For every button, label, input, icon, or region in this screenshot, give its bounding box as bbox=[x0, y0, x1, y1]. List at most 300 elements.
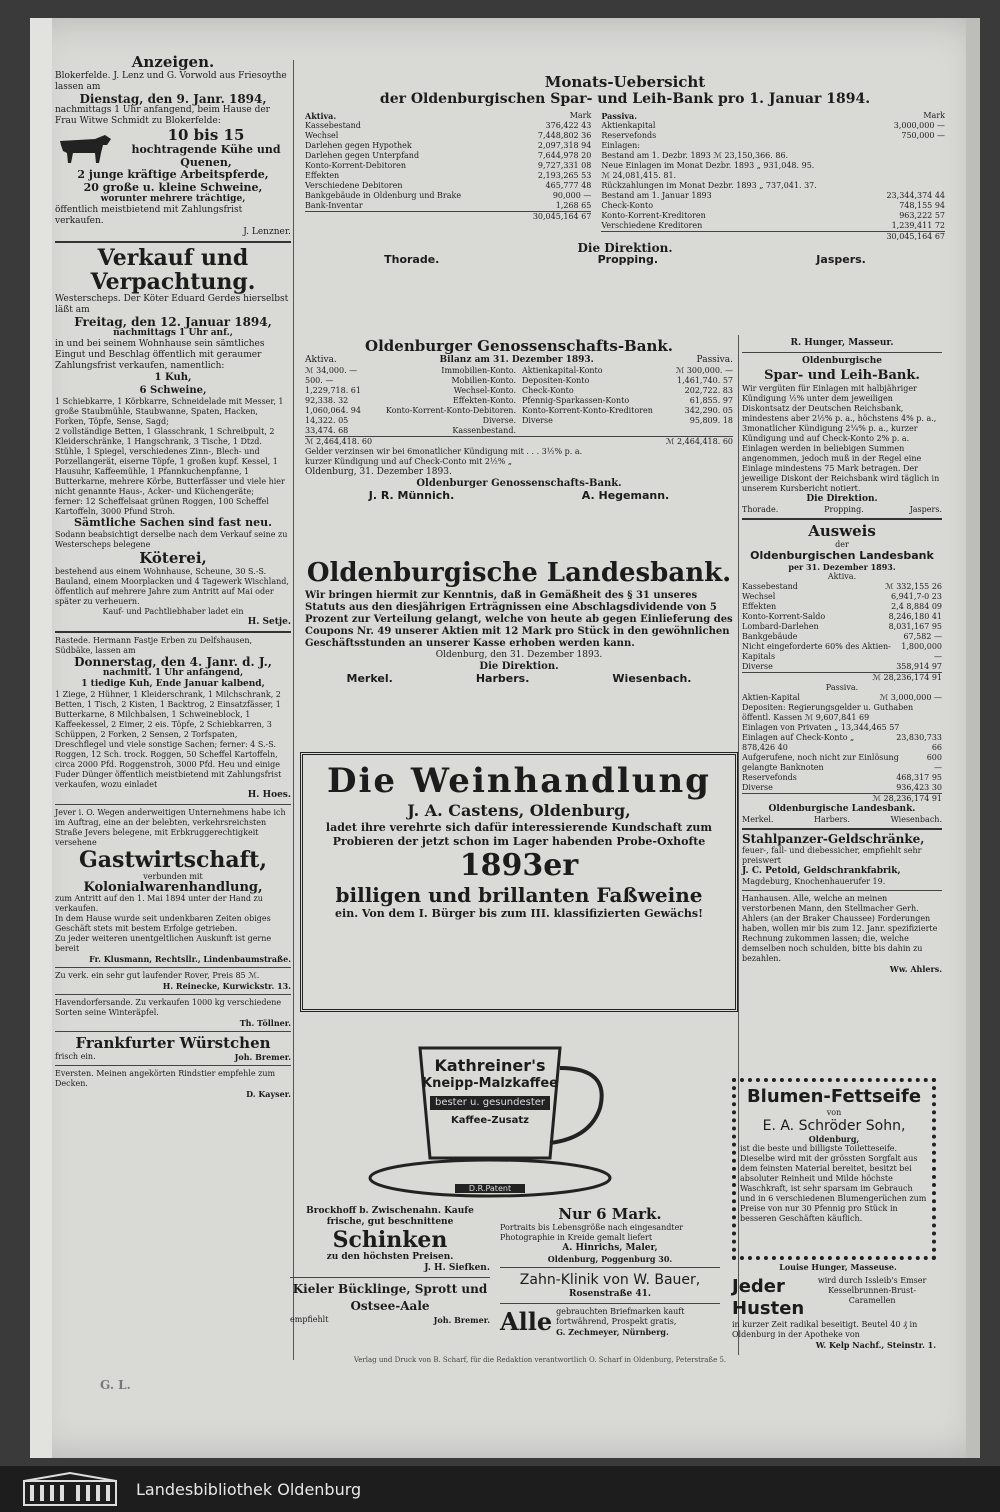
divider bbox=[55, 1065, 291, 1066]
library-name[interactable]: Landesbibliothek Oldenburg bbox=[136, 1479, 362, 1499]
divider bbox=[55, 994, 291, 995]
zahnklinik-title: Zahn-Klinik von W. Bauer, bbox=[519, 1272, 701, 1288]
ad-text: frisch ein. bbox=[55, 1052, 96, 1062]
kathreiner-line5: D.R.Patent bbox=[455, 1184, 525, 1193]
statement-row bbox=[601, 151, 945, 161]
ad-signature: Joh. Bremer. bbox=[234, 1052, 291, 1063]
row-label: Konto-Korrent-Konto-Debitoren. bbox=[385, 406, 516, 415]
ad-text: nachmittags 1 Uhr anf., bbox=[113, 328, 233, 339]
mark-label: Mark bbox=[569, 111, 592, 120]
ad-koterei: Köterei, bbox=[139, 548, 207, 567]
divider bbox=[500, 1303, 720, 1304]
row-label: Bestand am 1. Januar 1893 bbox=[601, 191, 712, 200]
row-value: 23,830,733 66 bbox=[896, 733, 942, 753]
row-value: 748,155 94 bbox=[899, 201, 945, 210]
row-value: ℳ 332,155 26 bbox=[885, 582, 942, 592]
signer: Jaspers. bbox=[909, 505, 942, 514]
kieler-sign: Joh. Bremer. bbox=[433, 1315, 490, 1325]
statement-row bbox=[742, 703, 942, 723]
ad-text: Sodann beabsichtigt derselbe nach dem Verkauf seine zu Westerscheps belegene bbox=[55, 529, 288, 549]
statement-row bbox=[742, 642, 942, 662]
left-column bbox=[55, 54, 291, 1099]
signer: Wiesenbach. bbox=[890, 815, 942, 825]
statement-row bbox=[305, 426, 516, 436]
statement-row bbox=[742, 632, 942, 642]
row-value: 9,727,331 08 bbox=[537, 161, 592, 170]
sparbank-title: Monats-Uebersicht bbox=[544, 73, 706, 91]
statement-row bbox=[601, 131, 945, 141]
passiva-total: ℳ 28,236,174 91 bbox=[872, 794, 942, 804]
statement-row bbox=[305, 376, 516, 386]
ausweis-footer: Oldenburgische Landesbank. bbox=[768, 804, 916, 815]
statement-row bbox=[742, 592, 942, 602]
fettseife-ad bbox=[732, 1078, 936, 1260]
landesbank-date: Oldenburg, den 31. Dezember 1893. bbox=[435, 650, 603, 660]
ad-date: Freitag, den 12. Januar 1894, bbox=[74, 315, 272, 330]
ad-signature: Fr. Klusmann, Rechtsllr., Lindenbaumstraße. bbox=[89, 954, 291, 965]
row-label: Effekten-Konto. bbox=[452, 396, 516, 405]
ad-signature: H. Setje. bbox=[247, 616, 291, 627]
aktiva-label: Aktiva. bbox=[827, 572, 857, 582]
fettseife-firm: E. A. Schröder Sohn, bbox=[762, 1118, 906, 1134]
signer: Wiesenbach. bbox=[612, 672, 692, 686]
row-label: Verschiedene Debitoren bbox=[305, 181, 403, 190]
ad-text: nachmitt. 1 Uhr anfangend, bbox=[102, 668, 244, 679]
divider bbox=[55, 631, 291, 633]
passiva-total: 30,045,164 67 bbox=[886, 232, 945, 241]
statement-row bbox=[305, 416, 516, 426]
portraits-text: Portraits bis Lebensgröße nach eingesandter Photographie in Kreide gemalt liefert bbox=[500, 1223, 684, 1242]
row-label: Konto-Korrent-Konto-Kreditoren bbox=[522, 406, 653, 415]
row-label: Wechsel bbox=[742, 592, 776, 602]
sparbank-signers bbox=[305, 254, 945, 266]
husten-text2: in kurzer Zeit radikal beseitigt. Beutel 40 ₰ in Oldenburg in der Apotheke von bbox=[732, 1320, 918, 1339]
ad-date: Donnerstag, den 4. Janr. d. J., bbox=[74, 654, 272, 669]
aktiva-total: ℳ 2,464,418. 60 bbox=[305, 437, 373, 446]
genossenschaft-bilanz bbox=[305, 338, 733, 503]
fettseife-from: von bbox=[826, 1108, 842, 1117]
ad-signature: J. Lenzner. bbox=[243, 227, 291, 238]
row-label: Depositen: Regierungsgelder u. Guthaben öffentl. Kassen ℳ 9,607,841 69 bbox=[742, 703, 914, 723]
stahlpanzer-addr: Magdeburg, Knochenhauerufer 19. bbox=[742, 876, 886, 886]
row-label: Wechsel bbox=[305, 131, 339, 140]
divider bbox=[742, 518, 942, 520]
passiva-label: Passiva. bbox=[825, 683, 859, 693]
passiva-total: ℳ 2,464,418. 60 bbox=[665, 437, 733, 446]
ad-text: Kauf- und Pachtliebhaber ladet ein bbox=[102, 606, 244, 616]
statement-row bbox=[305, 161, 591, 171]
row-value: 33,474. 68 bbox=[305, 426, 349, 435]
row-value: 1,268 65 bbox=[555, 201, 592, 210]
ad-cattle-desc: hochtragende Kühe und Quenen, bbox=[131, 143, 281, 169]
statement-row bbox=[305, 141, 591, 151]
ad-text: 1 Ziege, 2 Hühner, 1 Kleiderschrank, 1 Milchschrank, 2 Betten, 1 Tisch, 2 Kisten, 1 Backtrog, 2 Einsatzfässer, 1 Butterkarne, 8 Milchbalsen, 1 Schweineblock, 1 Kaffeekessel, 2 Eimer, 2 eis. Töpfe, 2 Schiebkarren, 3 Schüppen, 2 Forken, 2 Sensen, 2 Torfspaten, Dreschflegel und viele sonstige Sachen; ferner: 4 S.-S. Roggen, 12 Sch. trock. Roggen, 50 Scheffel Kartoffeln, circa 2000 Pfd. Roggenstroh, 3000 Pfd. Heu und einige Fuder Dünger öffentlich meistbietend mit Zahlungsfrist verkaufen, wozu einladet bbox=[55, 690, 282, 790]
row-label: Aktien-Kapital bbox=[742, 693, 800, 703]
row-label: Neue Einlagen im Monat Dezbr. 1893 „ 931,048. 95. bbox=[601, 161, 815, 170]
stahlpanzer-firm: J. C. Petold, Geldschrankfabrik, bbox=[742, 865, 901, 876]
statement-row bbox=[742, 733, 942, 753]
statement-row bbox=[522, 406, 733, 416]
spar-direction: Die Direktion. bbox=[806, 494, 878, 504]
signer: Merkel. bbox=[346, 672, 393, 686]
ad-text: Westerscheps. Der Köter Eduard Gerdes hierselbst läßt am bbox=[55, 294, 289, 316]
alle-big: Alle bbox=[500, 1306, 553, 1336]
brockhoff-title: Schinken bbox=[332, 1227, 448, 1253]
row-value: ℳ 3,000,000 — bbox=[879, 693, 942, 703]
row-value: 2,4 8,884 09 bbox=[891, 602, 942, 612]
ad-gastwirtschaft: Gastwirtschaft, bbox=[79, 847, 267, 874]
row-label: Konto-Korrent-Kreditoren bbox=[601, 211, 706, 220]
statement-row bbox=[522, 376, 733, 386]
row-label: Aktienkapital bbox=[601, 121, 656, 130]
fettseife-title: Blumen-Fettseife bbox=[746, 1086, 922, 1107]
row-value: 23,344,374 44 bbox=[886, 191, 945, 200]
statement-row bbox=[305, 201, 591, 211]
ad-text: Blokerfelde. J. Lenz und G. Vorwold aus Friesoythe lassen am bbox=[55, 71, 287, 92]
row-label: Lombard-Darlehen bbox=[742, 622, 819, 632]
row-value: 342,290. 05 bbox=[684, 406, 733, 415]
row-label: Reservefonds bbox=[601, 131, 657, 140]
row-value: 90,000 — bbox=[552, 191, 592, 200]
statement-row bbox=[742, 622, 942, 632]
library-building-icon bbox=[20, 1471, 120, 1507]
sparbank-statement bbox=[305, 74, 945, 267]
statement-row bbox=[601, 221, 945, 231]
statement-row bbox=[742, 602, 942, 612]
wine-title: Die Weinhandlung bbox=[327, 761, 711, 801]
row-value: 1,060,064. 94 bbox=[305, 406, 361, 415]
row-value: 1,229,718. 61 bbox=[305, 386, 361, 395]
portraits-ad bbox=[500, 1206, 720, 1337]
row-label: Diverse bbox=[522, 416, 553, 425]
row-value: 1,239,411 72 bbox=[891, 221, 945, 230]
statement-row bbox=[522, 416, 733, 426]
portraits-title: Nur 6 Mark. bbox=[558, 1205, 662, 1223]
divider bbox=[742, 890, 942, 891]
ad-pigs: 20 große u. kleine Schweine, bbox=[83, 180, 263, 194]
statement-row bbox=[742, 582, 942, 592]
kathreiner-line3: bester u. gesundester bbox=[430, 1096, 550, 1110]
ad-text: Havendorfersande. Zu verkaufen 1000 kg verschiedene Sorten seine Winteräpfel. bbox=[55, 998, 282, 1018]
ad-text: nachmittags 1 Uhr anfangend, beim Hause der Frau Witwe Schmidt zu Blokerfelde: bbox=[55, 105, 270, 127]
husten-text: wird durch Issleib's Emser Kesselbrunnen-Brust-Caramellen bbox=[817, 1276, 927, 1305]
spar-title: Spar- und Leih-Bank. bbox=[764, 368, 920, 383]
hanhausen-sign: Ww. Ahlers. bbox=[889, 963, 942, 974]
row-label: Einlagen auf Check-Konto „ 878,426 40 bbox=[742, 733, 855, 753]
statement-row bbox=[305, 181, 591, 191]
row-label: Bankgebäude bbox=[742, 632, 798, 642]
ad-text: 2 vollständige Betten, 1 Glasschrank, 1 Schreibpult, 2 Kleiderschränke, 1 Hangschrank, 3 Tische, 1 Dtzd. Stühle, 1 Spiegel, verschiedenes Zinn-, Blech- und Porzellangerät, eiserne Töpfe, 1 großen kupf. Kessel, 1 Hausuhr, Kaffeemühle, 1 Pfannkuchenpfanne, 1 Butterkarne, mehrere Körbe, Butterfässer und viele hier nicht genannte Haus-, Acker- und Küchengeräte; bbox=[55, 427, 285, 497]
row-label: Darlehen gegen Unterpfand bbox=[305, 151, 420, 160]
row-label: Bankgebäude in Oldenburg und Brake bbox=[305, 191, 462, 200]
statement-row bbox=[305, 151, 591, 161]
spar-title: Oldenburgische bbox=[802, 356, 882, 366]
brockhoff-ad bbox=[290, 1206, 490, 1325]
ausweis-title: Ausweis bbox=[808, 522, 876, 540]
divider bbox=[290, 1277, 490, 1278]
brockhoff-text: Brockhoff b. Zwischenahn. Kaufe frische, gut beschnittene bbox=[306, 1206, 474, 1227]
row-label: Einlagen: bbox=[601, 141, 640, 150]
kathreiner-line1: Kathreiner's bbox=[434, 1056, 546, 1075]
ad-item: 6 Schweine, bbox=[139, 384, 207, 396]
page-left-margin bbox=[30, 18, 52, 1458]
statement-row bbox=[305, 406, 516, 416]
signer: Harbers. bbox=[475, 672, 530, 686]
zahnklinik-addr: Rosenstraße 41. bbox=[569, 1289, 651, 1299]
signer: Thorade. bbox=[742, 505, 779, 514]
row-label: Konto-Korrent-Saldo bbox=[742, 612, 826, 622]
row-label: Nicht eingeforderte 60% des Aktien-Kapitals bbox=[742, 642, 891, 662]
signer: Propping. bbox=[824, 505, 864, 514]
statement-row bbox=[522, 366, 733, 376]
statement-row bbox=[601, 191, 945, 201]
signer: Merkel. bbox=[742, 815, 774, 825]
statement-row bbox=[305, 396, 516, 406]
row-value: 500. — bbox=[305, 376, 334, 385]
ausweis-date: per 31. Dezember 1893. bbox=[788, 562, 896, 573]
statement-row bbox=[742, 693, 942, 703]
kieler-text2: empfiehlt bbox=[290, 1315, 329, 1324]
statement-row bbox=[522, 386, 733, 396]
ad-text: 1 Schiebkarre, 1 Körbkarre, Schneidelade mit Messer, 1 große Staubmühle, Staubwanne, Spaten, Hacken, Forken, Töpfe, Sense, Sagd; bbox=[55, 397, 284, 427]
statement-row bbox=[305, 386, 516, 396]
passiva-label: Passiva. bbox=[601, 111, 638, 121]
row-label: Diverse bbox=[742, 783, 773, 793]
ad-item: 1 Kuh, bbox=[154, 372, 192, 384]
row-label: Effekten bbox=[305, 171, 340, 180]
row-label: Bestand am 1. Dezbr. 1893 ℳ 23,150,366. 86. bbox=[601, 151, 789, 160]
weinhandlung-ad bbox=[300, 752, 738, 1012]
statement-row bbox=[742, 783, 942, 793]
row-label: Kassebestand bbox=[305, 121, 361, 130]
row-value: 8,031,167 95 bbox=[888, 622, 942, 632]
statement-row bbox=[742, 773, 942, 783]
row-value: 7,448,802 36 bbox=[537, 131, 592, 140]
row-value: 2,097,318 94 bbox=[537, 141, 592, 150]
divider bbox=[742, 828, 942, 830]
statement-row bbox=[305, 131, 591, 141]
row-label: ℳ 24,081,415. 81. bbox=[601, 171, 677, 180]
row-label: Check-Konto bbox=[522, 386, 574, 395]
ad-text: Jever i. O. Wegen anderweitigen Unternehmens habe ich im Auftrag, eine an der belebten, verkehrsreichsten Straße Jevers belegene, mit Erbkruggerechtigkeit versehene bbox=[55, 808, 286, 848]
ad-text: In dem Hause wurde seit undenkbaren Zeiten obiges Geschäft stets mit bestem Erfolge getrieben. bbox=[55, 914, 271, 934]
wine-year: 1893er bbox=[459, 848, 579, 883]
statement-row bbox=[601, 141, 945, 151]
aktiva-total: 30,045,164 67 bbox=[532, 212, 592, 221]
row-label: Aufgerufene, noch nicht zur Einlösung gelangte Banknoten bbox=[742, 753, 899, 773]
signer: Harbers. bbox=[814, 815, 850, 825]
statement-row bbox=[305, 366, 516, 376]
ad-date: Dienstag, den 9. Janr. 1894, bbox=[79, 92, 267, 106]
statement-row bbox=[742, 662, 942, 672]
divider bbox=[55, 1031, 291, 1032]
row-value: 600 — bbox=[926, 753, 942, 773]
landesbank-notice bbox=[305, 556, 733, 686]
portraits-sign: A. Hinrichs, Maler, bbox=[562, 1243, 658, 1253]
row-label: Kassebestand bbox=[742, 582, 798, 592]
row-label: Diverse. bbox=[482, 416, 516, 425]
landesbank-title: Oldenburgische Landesbank. bbox=[306, 558, 732, 588]
row-value: 376,422 43 bbox=[545, 121, 592, 130]
divider bbox=[55, 804, 291, 805]
row-label: Mobilien-Konto. bbox=[451, 376, 516, 385]
anzeigen-heading: Anzeigen. bbox=[131, 53, 215, 71]
statement-row bbox=[601, 121, 945, 131]
column-rule bbox=[293, 60, 294, 1360]
signer: A. Hegemann. bbox=[581, 489, 670, 503]
row-value: ℳ 34,000. — bbox=[305, 366, 358, 375]
row-label: Darlehen gegen Hypothek bbox=[305, 141, 412, 150]
ad-cattle: 10 bis 15 bbox=[167, 126, 245, 145]
corner-mark: G. L. bbox=[100, 1378, 131, 1392]
sparbank-direction: Die Direktion. bbox=[577, 241, 673, 255]
hanhausen-text: Hanhausen. Alle, welche an meinen verstorbenen Mann, den Stellmacher Gerh. Ahlers (an der Braker Chaussee) Forderungen haben, wollen mir bis zum 12. Janr. spezifizierte Rechnung zukommen lassen; die, welche demselben noch schulden, bitte bis dahin zu bezahlen. bbox=[742, 893, 938, 963]
statement-row bbox=[305, 191, 591, 201]
row-value: 3,000,000 — bbox=[893, 121, 945, 130]
row-value: 95,809. 18 bbox=[689, 416, 733, 425]
fettseife-city: Oldenburg, bbox=[808, 1134, 860, 1144]
row-value: ℳ 300,000. — bbox=[675, 366, 733, 375]
row-label: Effekten bbox=[742, 602, 777, 612]
divider bbox=[55, 241, 291, 243]
row-value: 468,317 95 bbox=[896, 773, 942, 783]
row-value: 61,855. 97 bbox=[689, 396, 733, 405]
ad-text: Rastede. Hermann Fastje Erben zu Delfshausen, Südbäke, lassen am bbox=[55, 635, 253, 655]
verkauf-heading: Verkauf und Verpachtung. bbox=[90, 245, 256, 296]
spar-text: Wir vergüten für Einlagen mit halbjähriger Kündigung ½% unter dem jeweiligen Diskontsatz der Deutschen Reichsbank, mindestens aber 2½% p. a., höchstens 4% p. a., 3monatlicher Kündigung 2¼% p. a., kurzer Kündigung und auf Check-Konto 2% p. a. Einlagen werden in beliebigen Summen angenommen, jedoch muß in der Regel eine Einlage mindestens 75 Mark betragen. Der jeweilige Diskont der Reichsbank wird täglich in unserem Kursbericht notiert. bbox=[742, 384, 940, 493]
ad-signature: D. Kayser. bbox=[246, 1089, 291, 1100]
divider bbox=[500, 1267, 720, 1268]
ad-text: verbunden mit bbox=[143, 872, 203, 882]
husten-ad bbox=[732, 1276, 936, 1350]
ad-kolonialwaren: Kolonialwarenhandlung, bbox=[83, 880, 263, 896]
statement-row bbox=[601, 211, 945, 221]
gen-date: Oldenburg, 31. Dezember 1893. bbox=[305, 467, 452, 477]
row-value: 1,800,000 — bbox=[901, 642, 942, 662]
ad-text: Zu verk. ein sehr gut laufender Rover, Preis 85 ℳ. bbox=[55, 971, 260, 981]
ad-text: in und bei seinem Wohnhause sein sämtliches Eingut und Beschlag öffentlich mit geraumer Zahlungsfrist verkaufen, namentlich: bbox=[55, 339, 265, 372]
row-value: 92,338. 32 bbox=[305, 396, 349, 405]
row-value: 14,322. 05 bbox=[305, 416, 349, 425]
row-label: Konto-Korrent-Debitoren bbox=[305, 161, 407, 170]
hunger-column bbox=[742, 338, 942, 974]
wine-sub: billigen und brillanten Faßweine bbox=[335, 883, 703, 907]
cow-icon bbox=[55, 131, 115, 165]
landesbank-direction: Die Direktion. bbox=[479, 661, 559, 672]
ad-text: öffentlich meistbietend mit Zahlungsfrist verkaufen. bbox=[55, 205, 243, 227]
ad-text: zum Antritt auf den 1. Mai 1894 unter der Hand zu verkaufen. bbox=[55, 894, 263, 914]
row-label: Aktienkapital-Konto bbox=[522, 366, 603, 375]
ad-signature: Th. Töllner. bbox=[239, 1018, 291, 1029]
alle-sign: G. Zechmeyer, Nürnberg. bbox=[556, 1327, 669, 1337]
gen-note: Gelder verzinsen wir bei 6monatlicher Kündigung mit . . . 3½% p. a. bbox=[305, 447, 583, 456]
aktiva-label: Aktiva. bbox=[305, 111, 337, 121]
husten-husten: Husten bbox=[732, 1298, 805, 1319]
ad-text: 1 tiedige Kuh, Ende Januar kalbend, bbox=[81, 679, 265, 690]
row-label: Immobilien-Konto. bbox=[441, 366, 516, 375]
ad-signature: H. Reinecke, Kurwickstr. 13. bbox=[162, 981, 291, 992]
hunger-header: R. Hunger, Masseur. bbox=[790, 338, 894, 348]
passiva-label: Passiva. bbox=[696, 355, 733, 365]
ad-horses: 2 junge kräftige Arbeitspferde, bbox=[77, 168, 269, 182]
imprint: Verlag und Druck von B. Scharf, für die Redaktion verantwortlich O. Scharf in Oldenburg, Peterstraße 5. bbox=[353, 1356, 727, 1364]
row-value: 202,722. 83 bbox=[684, 386, 733, 395]
row-value: 465,777 48 bbox=[545, 181, 592, 190]
kathreiner-ad bbox=[360, 1038, 660, 1202]
statement-row bbox=[742, 753, 942, 773]
wine-firm: J. A. Castens, Oldenburg, bbox=[407, 801, 631, 820]
kieler-text: Kieler Bücklinge, Sprott und Ostsee-Aale bbox=[292, 1282, 488, 1313]
landesbank-text: Wir bringen hiermit zur Kenntnis, daß in Gemäßheit des § 31 unseres Statuts aus den diesjährigen Erträgnissen eine Abschlagsdividende von 5 Prozent zur Verteilung gelangt, welche von heute ab gegen Einlieferung des Coupons Nr. 49 unserer Aktien mit 12 Mark pro Stück in den gewöhnlichen Geschäftsstunden an unserer Kasse erhoben werden kann. bbox=[305, 590, 733, 649]
row-label: Check-Konto bbox=[601, 201, 654, 210]
ad-text: Sämtliche Sachen sind fast neu. bbox=[74, 516, 272, 530]
signer: Thorade. bbox=[384, 253, 440, 267]
page-right-edge bbox=[966, 18, 980, 1458]
row-label: Rückzahlungen im Monat Dezbr. 1893 „ 737,041. 37. bbox=[601, 181, 817, 190]
wine-text: ladet ihre verehrte sich dafür interessierende Kundschaft zum Probieren der jetzt schon im Lager habenden Probe-Oxhofte bbox=[325, 821, 713, 848]
aktiva-label: Aktiva. bbox=[305, 355, 337, 365]
library-footer-bar bbox=[0, 1466, 1000, 1512]
statement-row bbox=[601, 161, 945, 171]
row-label: Depositen-Konto bbox=[522, 376, 590, 385]
row-label: Kassenbestand. bbox=[452, 426, 516, 435]
aktiva-total: ℳ 28,236,174 91 bbox=[872, 673, 942, 683]
husten-sign: W. Kelp Nachf., Steinstr. 1. bbox=[815, 1340, 936, 1350]
stahlpanzer-text: feuer-, fall- und diebessicher, empfiehlt sehr preiswert bbox=[742, 845, 922, 865]
fettseife-text: ist die beste und billigste Toiletteseife. Dieselbe wird mit der grössten Sorgfalt aus dem feinsten Material bereitet, besitzt bei absoluter Reinheit und Milde höchste Waschkraft, ist sehr sparsam im Gebrauch und in 6 verschiedenen Blumengerüchen zum Preise von nur 30 Pfennig pro Stück in besseren Geschäften käuflich. bbox=[740, 1144, 927, 1223]
row-value: 963,222 57 bbox=[899, 211, 945, 220]
row-value: 8,246,180 41 bbox=[888, 612, 942, 622]
ad-text: Zu jeder weiteren unentgeltlichen Auskunft ist gerne bereit bbox=[55, 934, 272, 954]
statement-row bbox=[305, 121, 591, 131]
statement-row bbox=[742, 612, 942, 622]
ausweis-subtitle: der bbox=[835, 540, 849, 549]
alle-text: gebrauchten Briefmarken kauft fortwährend, Prospekt gratis, bbox=[556, 1307, 685, 1326]
divider bbox=[55, 967, 291, 968]
ad-text: ferner: 12 Scheffelsaat grünen Roggen, 100 Scheffel Kartoffeln, 3000 Pfund Stroh. bbox=[55, 497, 269, 517]
row-value: 6,941,7-0 23 bbox=[890, 592, 942, 602]
ad-text: Eversten. Meinen angekörten Rindstier empfehle zum Decken. bbox=[55, 1069, 276, 1089]
husten-jeder: Jeder bbox=[732, 1276, 785, 1297]
row-label: Bank-Inventar bbox=[305, 201, 363, 210]
statement-row bbox=[601, 171, 945, 181]
row-value: 936,423 30 bbox=[896, 783, 942, 793]
statement-row bbox=[601, 201, 945, 211]
ad-text: bestehend aus einem Wohnhause, Scheune, 30 S.-S. Bauland, einem Moorplacken und 4 Tagewerk Wischland, öffentlich auf mehrere Jahre zum Antritt auf Mai oder später zu verheuern. bbox=[55, 566, 289, 606]
kathreiner-line4: Kaffee-Zusatz bbox=[451, 1115, 529, 1126]
row-value: 1,461,740. 57 bbox=[677, 376, 733, 385]
signer: Jaspers. bbox=[816, 253, 866, 267]
row-label: Einlagen von Privaten „ 13,344,465 57 bbox=[742, 723, 900, 733]
row-value: 2,193,265 53 bbox=[537, 171, 592, 180]
row-label: Pfennig-Sparkassen-Konto bbox=[522, 396, 630, 405]
statement-row bbox=[522, 396, 733, 406]
ad-heading: Frankfurter Würstchen bbox=[75, 1034, 271, 1053]
genossenschaft-subtitle: Bilanz am 31. Dezember 1893. bbox=[439, 355, 594, 365]
row-label: Wechsel-Konto. bbox=[453, 386, 516, 395]
kathreiner-line2: Kneipp-Malzkaffee bbox=[422, 1076, 558, 1091]
ausweis-bank: Oldenburgischen Landesbank bbox=[750, 549, 934, 562]
genossenschaft-title: Oldenburger Genossenschafts-Bank. bbox=[365, 337, 673, 355]
row-label: Reservefonds bbox=[742, 773, 797, 783]
statement-row bbox=[601, 181, 945, 191]
gen-footer: Oldenburger Genossenschafts-Bank. bbox=[416, 478, 622, 489]
sparbank-subtitle: der Oldenburgischen Spar- und Leih-Bank pro 1. Januar 1894. bbox=[379, 91, 871, 107]
brockhoff-text2: zu den höchsten Preisen. bbox=[326, 1252, 454, 1262]
portraits-addr: Oldenburg, Poggenburg 30. bbox=[547, 1254, 673, 1264]
brockhoff-sign: J. H. Siefken. bbox=[424, 1263, 490, 1273]
row-value: 67,582 — bbox=[903, 632, 942, 642]
